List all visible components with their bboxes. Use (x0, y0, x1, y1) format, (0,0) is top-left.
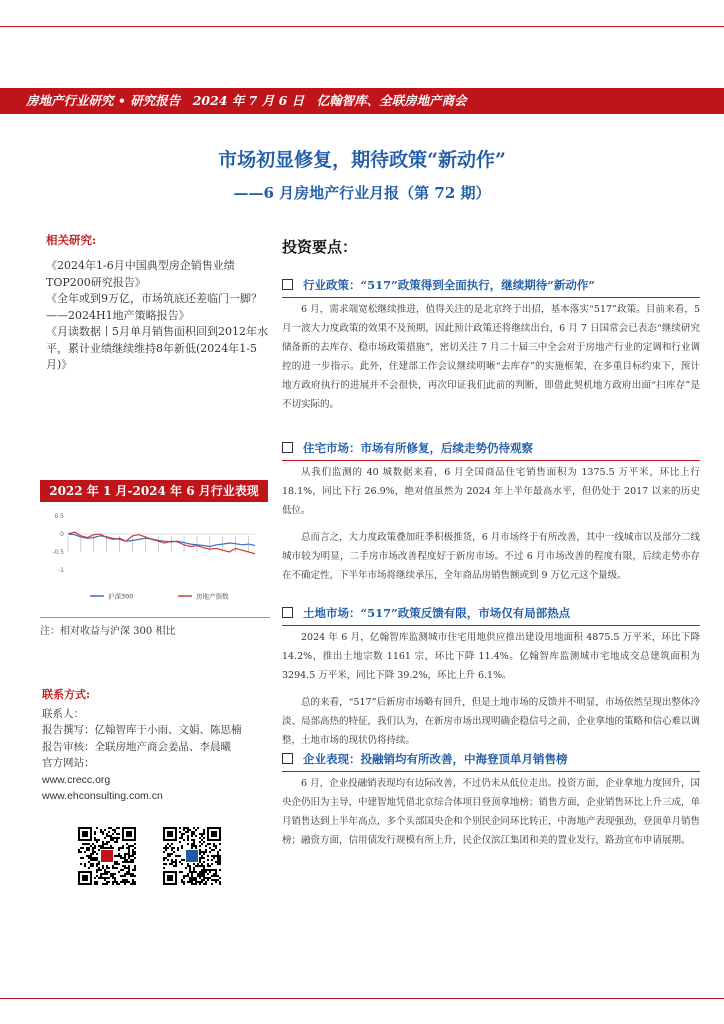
performance-chart (40, 508, 268, 608)
contact-heading: 联系方式: (42, 688, 91, 701)
contact-line: 官方网站： (42, 757, 95, 769)
paragraph: 6 月，企业投融销表现均有边际改善，不过仍未从低位走出。投资方面，企业拿地力度回升，国央企仍旧为主导，中建智地凭借北京综合体项目登顶拿地榜；销售方面，企业销售环比上升三成，单月销售达到上半年高点，多个头部国央企和个别民企同环比转正，中海地产表现强劲，登顶单月销售榜；融资方面，信用债发行规模有所上升，民企仅滨江集团和美的置业发行，路劲宣布申请展期。 (282, 778, 701, 846)
key-points-heading: 投资要点： (282, 238, 358, 256)
related-item[interactable]: 《全年或到9万亿，市场筑底还差临门一脚？——2024H1地产策略报告》 (46, 292, 262, 322)
report-subtitle: ——6 月房地产行业月报（第 72 期） (233, 184, 491, 202)
checkbox-icon (282, 753, 293, 764)
section-housing (282, 439, 700, 585)
related-item[interactable]: 《2024年1-6月中国典型房企销售业绩TOP200研究报告》 (46, 259, 235, 289)
legend-label: 房地产指数 (196, 592, 229, 601)
section-policy (282, 276, 700, 414)
section-headline: 投融销均有所改善，中海登顶单月销售榜 (360, 752, 568, 766)
section-heading (282, 604, 700, 622)
divider (282, 771, 700, 772)
checkbox-icon (282, 279, 293, 290)
section-label: 住宅市场： (303, 441, 361, 455)
chart-svg (40, 508, 268, 608)
section-headline: “517”政策反馈有限，市场仅有局部热点 (360, 606, 571, 620)
divider (282, 297, 700, 298)
contact-line: 报告审核：全联房地产商会姜晶、李晨曦 (42, 740, 231, 753)
divider (282, 460, 700, 461)
section-label: 企业表现： (303, 752, 361, 766)
section-label: 土地市场： (303, 606, 361, 620)
y-tick-label: 0.5 (54, 513, 64, 520)
section-companies (282, 750, 700, 850)
related-heading: 相关研究: (46, 233, 97, 247)
qr-code-icon (163, 827, 221, 885)
paragraph: 2024 年 6 月，亿翰智库监测城市住宅用地供应推出建设用地面积 4875.5 万平米，环比下降 14.2%，推出土地宗数 1161 宗，环比下降 11.4%。亿翰智库监测城市宅地成交总建筑面积为 3294.5 万平米，同比下降 39.2%，环比上升 6.1%。 (282, 632, 700, 681)
contact-line: 报告撰写：亿翰智库于小雨、文娟、陈思楠 (42, 724, 242, 736)
website-link[interactable]: www.ehconsulting.com.cn (42, 790, 163, 802)
related-item[interactable]: 《月读数据丨5月单月销售面积回到2012年水平，累计业绩继续维持8年新低(2024年1-5月)》 (46, 325, 268, 371)
legend-label: 沪深300 (108, 592, 134, 601)
series-line (68, 534, 255, 547)
paragraph: 6 月，需求端宽松继续推进，值得关注的是北京终于出招，基本落实“517”政策。目前来看，5 月一波大力度政策的效果不及预期，因此预计政策还将继续出台，6 月 7 日国常会已表态“继续研究储备新的去库存、稳市场政策措施”，密切关注 7 月二十届三中全会对于房地产行业的定调和行业调控的进一步指示。此外，住建部工作会议继续明晰“去库存”的实施框架，在多重目标约束下，预计地方政府执行的进展并不会很快，再次印证我们此前的判断，即借此契机地方政府出面“扫库存”是不切实际的。 (282, 304, 700, 410)
left-column (30, 232, 270, 374)
section-land (282, 604, 700, 750)
bottom-rule (0, 998, 724, 999)
section-headline: 市场有所修复，后续走势仍待观察 (360, 441, 533, 455)
section-headline: “517”政策得到全面执行，继续期待“新动作” (360, 278, 595, 292)
y-tick-label: -1 (58, 567, 64, 574)
qr-code-icon (78, 827, 136, 885)
paragraph: 总的来看，“517”后新房市场略有回升，但是土地市场的反馈并不明显，市场依然呈现出整体冷淡、局部高热的特征，我们认为，在新房市场出现明确企稳信号之前，企业拿地的策略和信心难以调整，土地市场的现状仍将持续。 (282, 697, 701, 746)
checkbox-icon (282, 442, 293, 453)
main-content (282, 236, 701, 846)
contact-line: 联系人： (42, 707, 84, 720)
website-link[interactable]: www.crecc.org (42, 773, 111, 786)
checkbox-icon (282, 607, 293, 618)
section-heading (282, 276, 700, 294)
report-title: 市场初显修复，期待政策“新动作” (218, 149, 506, 171)
section-label: 行业政策： (303, 278, 361, 292)
section-heading (282, 439, 700, 457)
chart-note: 注：相对收益与沪深 300 相比 (40, 617, 270, 637)
section-heading (282, 750, 700, 768)
contact-block (42, 687, 274, 805)
divider (282, 625, 700, 626)
chart-title: 2022 年 1 月-2024 年 6 月行业表现 (40, 480, 268, 502)
top-rule (0, 26, 724, 27)
y-tick-label: -0.5 (52, 549, 64, 556)
header-banner: 房地产行业研究 • 研究报告 2024 年 7 月 6 日 亿翰智库、全联房地产商会 (0, 88, 724, 114)
paragraph: 从我们监测的 40 城数据来看，6 月全国商品住宅销售面积为 1375.5 万平米，环比上行 18.1%，同比下行 26.9%，绝对值虽然为 2024 年上半年最高水平，但仍处于 2017 以来的历史低位。 (282, 467, 700, 516)
related-list (46, 258, 270, 374)
y-tick-label: 0 (60, 531, 64, 538)
paragraph: 总而言之，大力度政策叠加旺季积极推货，6 月市场终于有所改善，其中一线城市以及部分二线城市较为明显，二手房市场改善程度好于新房市场。不过 6 月市场改善的程度有限，后续走势亦存在不确定性，下半年市场将继续承压，全年商品房销售额或到 9 万亿元这个量级。 (282, 532, 700, 581)
